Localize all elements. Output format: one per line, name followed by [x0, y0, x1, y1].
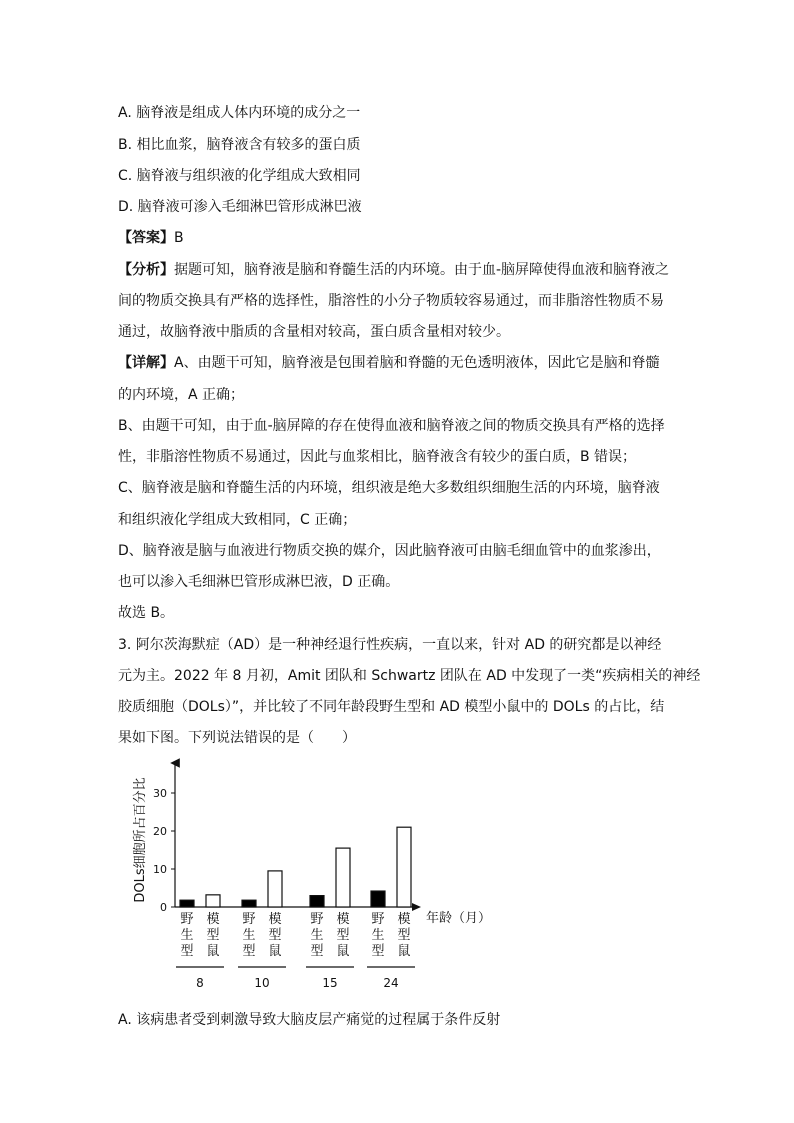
x-axis-label: 年龄（月） [426, 911, 492, 926]
x-series-label-char: 野 [242, 912, 256, 927]
x-category-label: 10 [254, 976, 270, 990]
y-axis-label: DOLs细胞所占百分比 [133, 777, 148, 903]
x-series-label-char: 型 [206, 928, 220, 943]
x-series-label-char: 模 [336, 912, 350, 927]
answer-value: B [174, 230, 184, 246]
detail-line-5: C、脑脊液是脑和脊髓生活的内环境，组织液是绝大多数组织细胞生活的内环境，脑脊液 [118, 480, 660, 496]
question3-line-3: 胶质细胞（DOLs）”，并比较了不同年龄段野生型和 AD 模型小鼠中的 DOLs 的占比，结 [118, 699, 665, 715]
bar-model-mouse [336, 848, 350, 907]
x-series-label-char: 野 [371, 912, 385, 927]
detail-line-1 [118, 353, 660, 373]
bar-wild-type [310, 896, 324, 907]
x-series-label-char: 生 [371, 928, 385, 943]
x-series-label-char: 生 [310, 928, 324, 943]
x-category-label: 15 [322, 976, 338, 990]
bar-model-mouse [268, 871, 282, 907]
analysis-line-2: 间的物质交换具有严格的选择性，脂溶性的小分子物质较容易通过，而非脂溶性物质不易 [118, 293, 664, 309]
x-category-label: 24 [383, 976, 399, 990]
x-series-label-char: 野 [310, 912, 324, 927]
detail-line-8: 也可以渗入毛细淋巴管形成淋巴液，D 正确。 [118, 574, 400, 590]
x-series-label-char: 鼠 [268, 944, 282, 959]
x-series-label-char: 模 [397, 912, 411, 927]
option-d: D. 脑脊液可渗入毛细淋巴管形成淋巴液 [118, 199, 362, 215]
bar-model-mouse [206, 895, 220, 907]
x-axis-arrow [412, 903, 421, 911]
analysis-tag: 【分析】 [118, 262, 174, 278]
option-a: A. 脑脊液是组成人体内环境的成分之一 [118, 105, 361, 121]
detail-line-4: 性，非脂溶性物质不易通过，因此与血浆相比，脑脊液含有较少的蛋白质，B 错误； [118, 449, 637, 465]
x-series-label-char: 型 [397, 928, 411, 943]
x-series-label-char: 型 [180, 944, 194, 959]
option-c: C. 脑脊液与组织液的化学组成大致相同 [118, 168, 361, 184]
detail-line-6: 和组织液化学组成大致相同，C 正确； [118, 512, 357, 528]
x-series-label-char: 鼠 [336, 944, 350, 959]
x-series-label-char: 鼠 [397, 944, 411, 959]
answer-line [118, 228, 184, 248]
analysis-text-1: 据题可知，脑脊液是脑和脊髓生活的内环境。由于血-脑屏障使得血液和脑脊液之 [174, 262, 670, 278]
y-tick-label: 0 [160, 901, 167, 914]
y-tick-label: 20 [153, 825, 167, 838]
y-tick-label: 10 [153, 863, 167, 876]
answer-tag: 【答案】 [118, 230, 174, 246]
x-series-label-char: 生 [180, 928, 194, 943]
x-series-label-char: 鼠 [206, 944, 220, 959]
detail-text-1: A、由题干可知，脑脊液是包围着脑和脊髓的无色透明液体，因此它是脑和脊髓 [174, 355, 660, 371]
x-series-label-char: 型 [336, 928, 350, 943]
question3-option-a: A. 该病患者受到刺激导致大脑皮层产痛觉的过程属于条件反射 [118, 1012, 501, 1028]
x-series-label-char: 型 [371, 944, 385, 959]
x-series-label-char: 野 [180, 912, 194, 927]
bar-model-mouse [397, 827, 411, 907]
analysis-line-3: 通过，故脑脊液中脂质的含量相对较高，蛋白质含量相对较少。 [118, 324, 510, 340]
x-series-label-char: 模 [206, 912, 220, 927]
analysis-line-1 [118, 260, 669, 280]
detail-tag: 【详解】 [118, 355, 174, 371]
question3-line-2: 元为主。2022 年 8 月初，Amit 团队和 Schwartz 团队在 AD 中发现了一类“疾病相关的神经 [118, 668, 701, 684]
x-series-label-char: 型 [310, 944, 324, 959]
detail-conclusion: 故选 B。 [118, 605, 175, 621]
x-category-label: 8 [196, 976, 204, 990]
question3-line-1: 3. 阿尔茨海默症（AD）是一种神经退行性疾病，一直以来，针对 AD 的研究都是以神经 [118, 637, 662, 653]
x-series-label-char: 生 [242, 928, 256, 943]
detail-line-7: D、脑脊液是脑与血液进行物质交换的媒介，因此脑脊液可由脑毛细血管中的血浆渗出， [118, 543, 661, 559]
dols-bar-chart [130, 755, 510, 995]
detail-line-3: B、由题干可知，由于血-脑屏障的存在使得血液和脑脊液之间的物质交换具有严格的选择 [118, 418, 665, 434]
x-series-label-char: 型 [268, 928, 282, 943]
y-tick-label: 30 [153, 787, 167, 800]
detail-line-2: 的内环境，A 正确； [118, 387, 245, 403]
bar-wild-type [371, 891, 385, 907]
x-series-label-char: 型 [242, 944, 256, 959]
x-series-label-char: 模 [268, 912, 282, 927]
bar-wild-type [180, 900, 194, 907]
question3-line-4: 果如下图。下列说法错误的是（ ） [118, 730, 356, 746]
option-b: B. 相比血浆，脑脊液含有较多的蛋白质 [118, 137, 361, 153]
bar-wild-type [242, 900, 256, 907]
